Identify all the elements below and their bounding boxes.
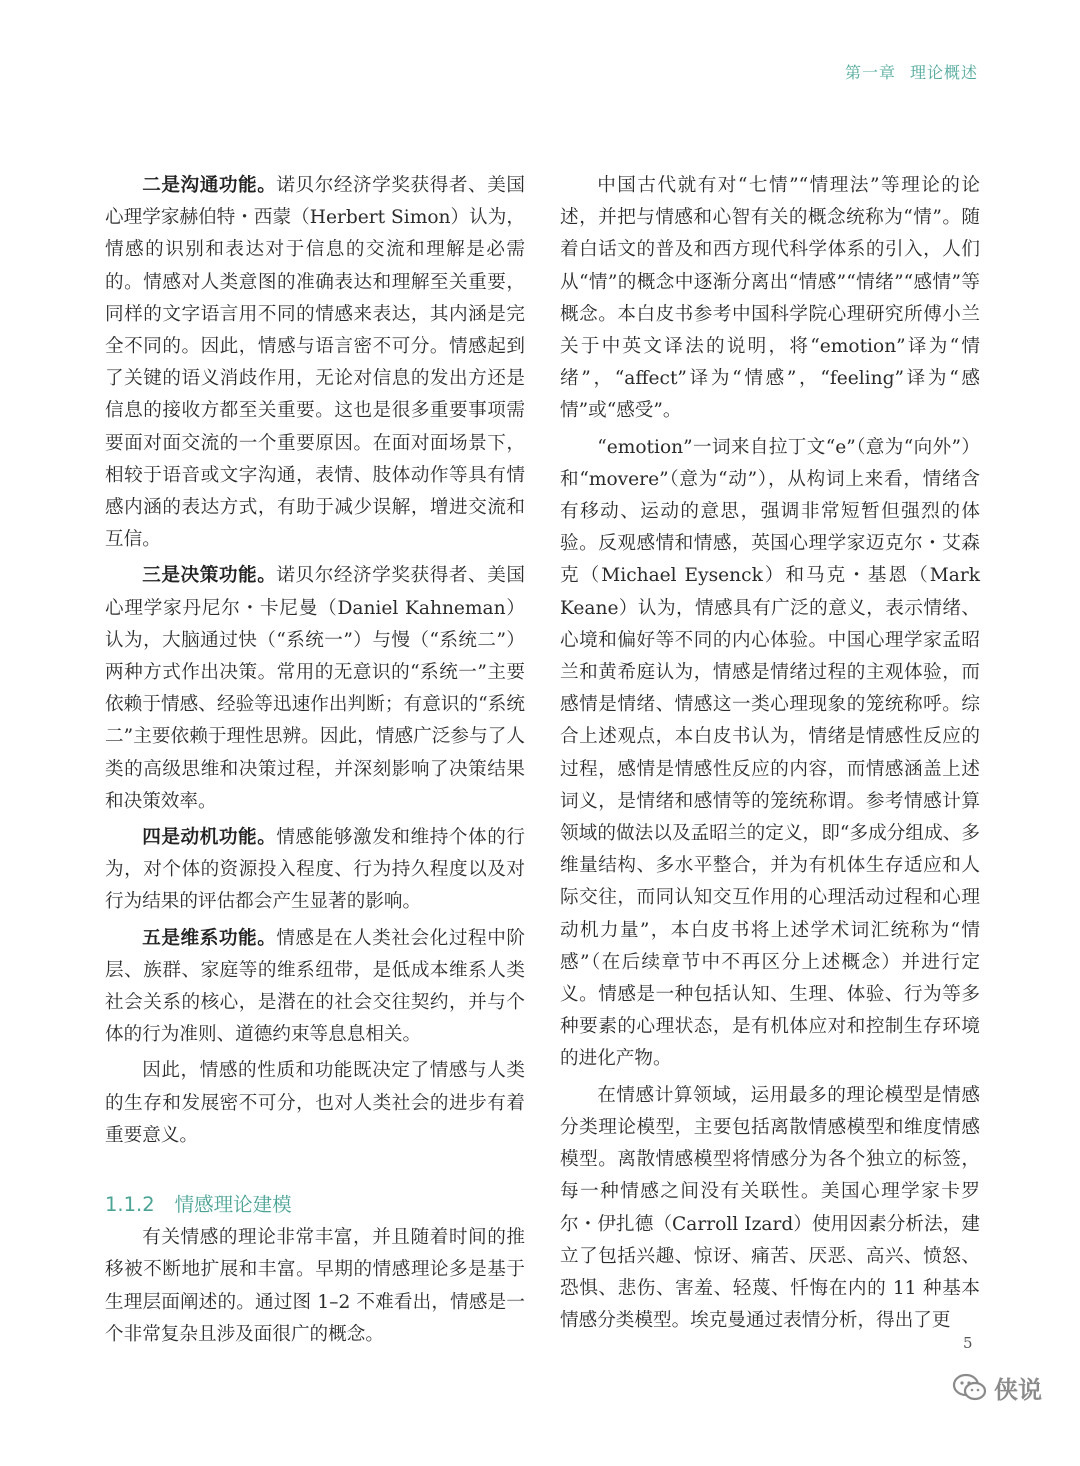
watermark-text: 侠说: [994, 1376, 1042, 1404]
paragraph-conclusion: 因此，情感的性质和功能既决定了情感与人类的生存和发展密不可分，也对人类社会的进步有着重要意义。: [105, 1060, 525, 1146]
paragraph-communication: [105, 170, 525, 556]
section-title: 情感理论建模: [174, 1193, 292, 1217]
paragraph-classification-models: 在情感计算领域，运用最多的理论模型是情感分类理论模型，主要包括离散情感模型和维度情感模型。离散情感模型将情感分为各个独立的标签，每一种情感之间没有关联性。美国心理学家卡罗尔・伊扎德（Carroll Izard）使用因素分析法，建立了包括兴趣、惊讶、痛苦、厌恶、高兴、愤怒、恐惧、悲伤、害羞、轻蔑、忏悔在内的 11 种基本情感分类模型。埃克曼通过表情分析，得出了更: [560, 1084, 980, 1332]
watermark: [952, 1370, 1042, 1405]
right-column: [560, 170, 980, 1341]
paragraph-motivation: [105, 822, 525, 919]
section-number: 1.1.2: [105, 1193, 155, 1217]
running-header: [845, 60, 978, 83]
header-title: 理论概述: [909, 63, 978, 82]
lead-decision: 三是决策功能。: [142, 565, 277, 587]
header-chapter: 第一章: [844, 63, 896, 82]
paragraph-ancient-china: 中国古代就有对“七情”“情理法”等理论的论述，并把与情感和心智有关的概念统称为“情”。随着白话文的普及和西方现代科学体系的引入，人们从“情”的概念中逐渐分离出“情感”“情绪”“感情”等概念。本白皮书参考中国科学院心理研究所傅小兰关于中英文译法的说明，将“emotion”译为“情绪”，“affect”译为“情感”，“feeling”译为“感情”或“感受”。: [560, 175, 980, 422]
section-heading: [105, 1190, 525, 1220]
text-maintenance: 情感是在人类社会化过程中阶层、族群、家庭等的维系纽带，是低成本维系人类社会关系的核心，是潜在的社会交往契约，并与个体的行为准则、道德约束等息息相关。: [105, 927, 525, 1046]
paragraph-maintenance: [105, 923, 525, 1052]
text-decision: 诺贝尔经济学奖获得者、美国心理学家丹尼尔・卡尼曼（Daniel Kahneman）认为，大脑通过快（“系统一”）与慢（“系统二”）两种方式作出决策。常用的无意识的“系统一”主要依赖于情感、经验等迅速作出判断；有意识的“系统二”主要依赖于理性思辨。因此，情感广泛参与了人类的高级思维和决策过程，并深刻影响了决策结果和决策效率。: [105, 565, 525, 812]
page-number: 5: [963, 1334, 973, 1352]
wechat-icon: [952, 1373, 988, 1403]
lead-maintenance: 五是维系功能。: [142, 927, 277, 949]
paragraph-theory-intro: 有关情感的理论非常丰富，并且随着时间的推移被不断地扩展和丰富。早期的情感理论多是基于生理层面阐述的。通过图 1–2 不难看出，情感是一个非常复杂且涉及面很广的概念。: [105, 1227, 525, 1345]
lead-motivation: 四是动机功能。: [142, 827, 277, 849]
lead-communication: 二是沟通功能。: [142, 175, 277, 196]
left-column: [105, 170, 525, 1355]
paragraph-decision: [105, 560, 525, 818]
paragraph-emotion-etymology: “emotion”一词来自拉丁文“e”（意为“向外”）和“movere”（意为“动”），从构词上来看，情绪含有移动、运动的意思，强调非常短暂但强烈的体验。反观感情和情感，英国心理学家迈克尔・艾森克（Michael Eysenck）和马克・基恩（Mark Keane）认为，情感具有广泛的意义，表示情绪、心境和偏好等不同的内心体验。中国心理学家孟昭兰和黄希庭认为，情感是情绪过程的主观体验，而感情是情绪、情感这一类心理现象的笼统称呼。综合上述观点，本白皮书认为，情绪是情感性反应的过程，感情是情感性反应的内容，而情感涵盖上述词义，是情绪和感情等的笼统称谓。参考情感计算领域的做法以及孟昭兰的定义，即“多成分组成、多维量结构、多水平整合，并为有机体生存适应和人际交往，而同认知交互作用的心理活动过程和心理动机力量”，本白皮书将上述学术词汇统称为“情感”（在后续章节中不再区分上述概念）并进行定义。情感是一种包括认知、生理、体验、行为等多种要素的心理状态，是有机体应对和控制生存环境的进化产物。: [560, 436, 980, 1070]
text-communication: 诺贝尔经济学奖获得者、美国心理学家赫伯特・西蒙（Herbert Simon）认为，情感的识别和表达对于信息的交流和理解是必需的。情感对人类意图的准确表达和理解至关重要，同样的文字语言用不同的情感来表达，其内涵是完全不同的。因此，情感与语言密不可分。情感起到了关键的语义消歧作用，无论对信息的发出方还是信息的接收方都至关重要。这也是很多重要事项需要面对面交流的一个重要原因。在面对面场景下，相较于语音或文字沟通，表情、肢体动作等具有情感内涵的表达方式，有助于减少误解，增进交流和互信。: [105, 175, 525, 551]
text-motivation: 情感能够激发和维持个体的行为，对个体的资源投入程度、行为持久程度以及对行为结果的评估都会产生显著的影响。: [105, 827, 525, 913]
